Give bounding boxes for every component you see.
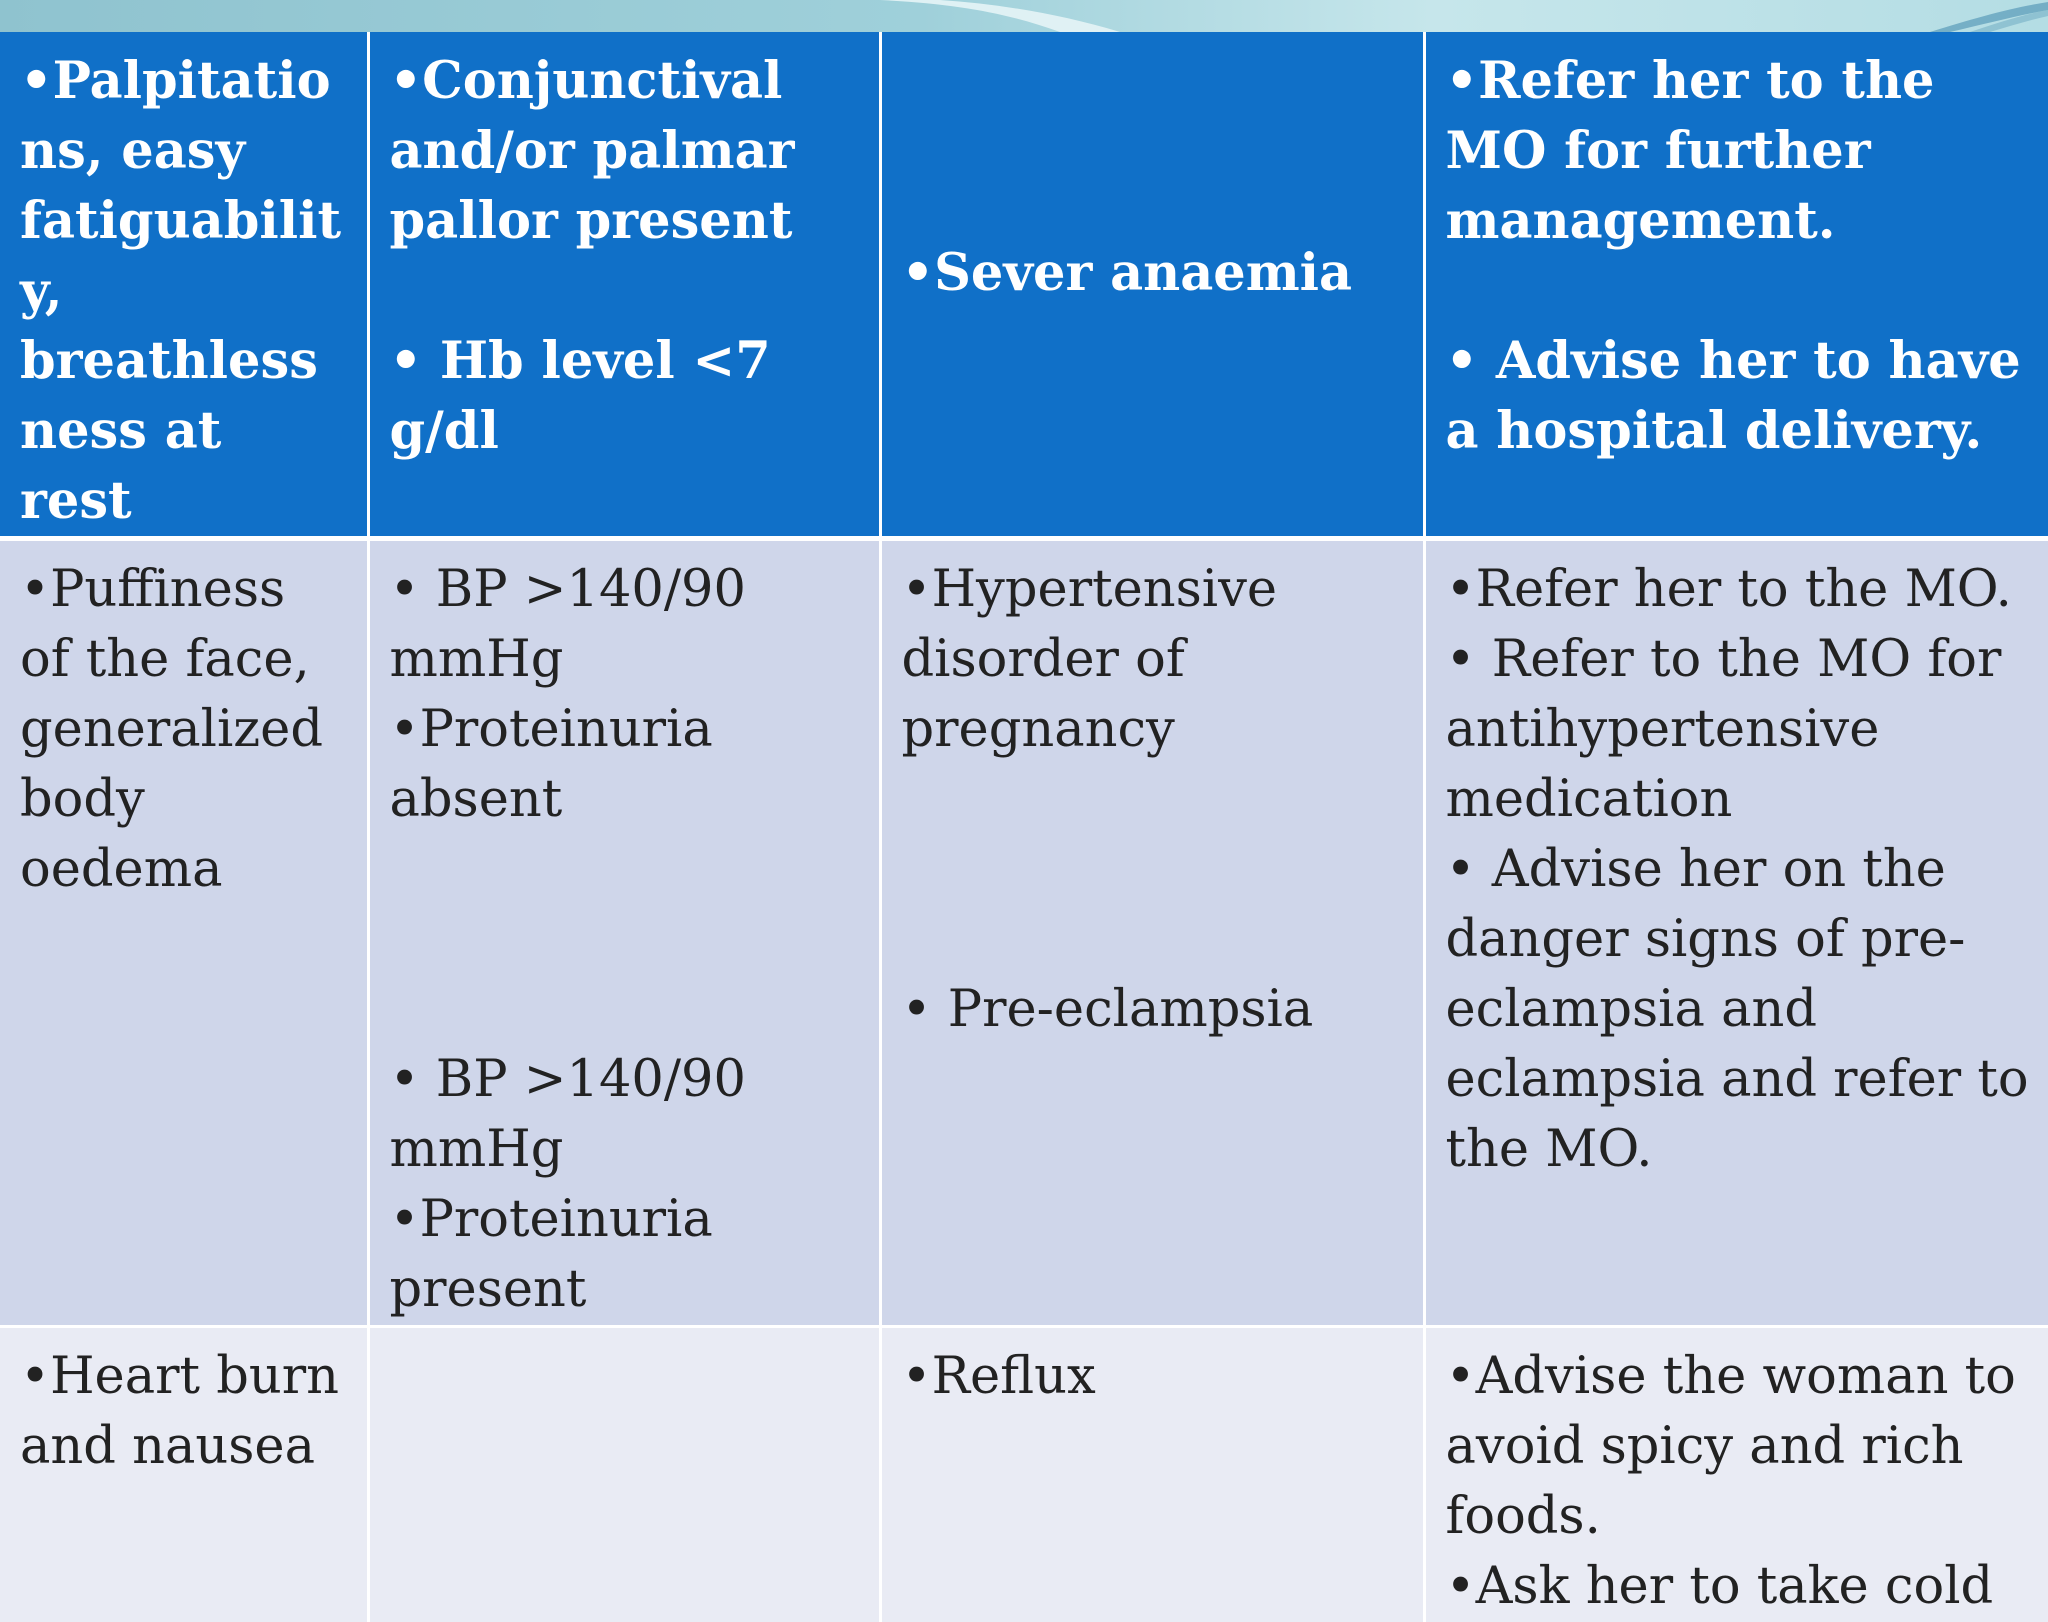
slide-top-banner xyxy=(0,0,2048,32)
action-cell: •Advise the woman to avoid spicy and rich foods. •Ask her to take cold xyxy=(1424,1327,2048,1622)
sign-cell: •Conjunctival and/or palmar pallor present • Hb level <7 g/dl xyxy=(368,32,880,539)
table-row-hypertension xyxy=(0,539,2048,1327)
action-cell: •Refer her to the MO. • Refer to the MO for antihypertensive medication • Advise her on the danger signs of pre-eclampsia and eclampsia and refer to the MO. xyxy=(1424,539,2048,1327)
table-row-reflux xyxy=(0,1327,2048,1622)
banner-swoosh-decoration xyxy=(0,0,2048,32)
symptom-cell: •Palpitations, easy fatiguability, breathlessness at rest xyxy=(0,32,368,539)
table-row-severe-anaemia xyxy=(0,32,2048,539)
sign-cell: • BP >140/90 mmHg •Proteinuria absent • BP >140/90 mmHg •Proteinuria present xyxy=(368,539,880,1327)
sign-cell xyxy=(368,1327,880,1622)
anc-management-table xyxy=(0,32,2048,1622)
symptom-cell: •Puffiness of the face, generalized body oedema xyxy=(0,539,368,1327)
classification-cell: •Reflux xyxy=(880,1327,1424,1622)
symptom-cell: •Heart burn and nausea xyxy=(0,1327,368,1622)
classification-cell: •Hypertensive disorder of pregnancy • Pre-eclampsia xyxy=(880,539,1424,1327)
classification-cell: •Sever anaemia xyxy=(880,32,1424,539)
action-cell: •Refer her to the MO for further management. • Advise her to have a hospital delivery. xyxy=(1424,32,2048,539)
